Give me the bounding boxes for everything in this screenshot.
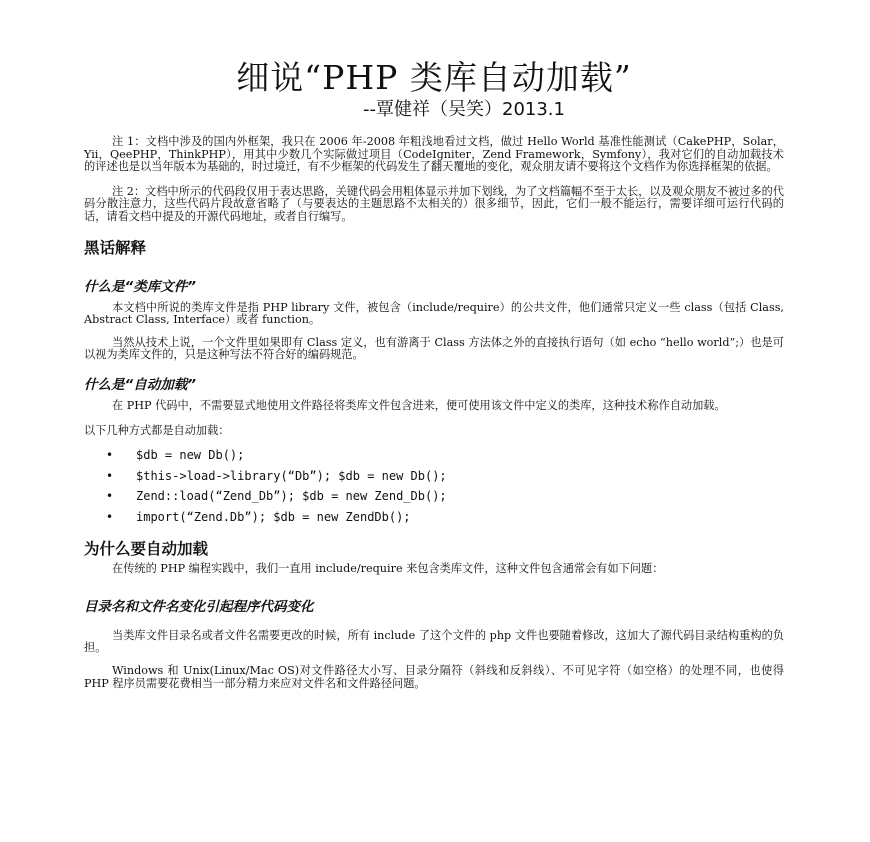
code-example: $db = new Db(); [136,448,245,463]
code-example: $this->load->library(“Db”); $db = new Db(); [136,468,447,483]
bullet-icon: • [106,509,114,524]
subheading-path-change: 目录名和文件名变化引起程序代码变化 [84,598,314,615]
paragraph: 在 PHP 代码中，不需要显式地使用文件路径将类库文件包含进来，便可使用该文件中定义的类库，这种技术称作自动加载。 [112,398,726,412]
paragraph: 当然从技术上说，一个文件里如果即有 Class 定义，也有游离于 Class 方法体之外的直接执行语句（如 echo “hello world”;）也是可以视为类库文件的，只是这种写法不符合好的编码规范。 [84,335,784,362]
subheading-autoload: 什么是“自动加载” [84,376,196,393]
list-item [106,466,784,487]
document-author-line: --覃健祥（吴笑）2013.1 [363,99,565,120]
section-heading-jargon: 黑话解释 [84,238,147,257]
paragraph: 在传统的 PHP 编程实践中，我们一直用 include/require 来包含类库文件，这种文件包含通常会有如下问题： [112,562,664,576]
subheading-library-file: 什么是“类库文件” [84,278,196,295]
document-title: 细说“PHP 类库自动加载” [236,58,632,97]
code-example-list [84,445,784,527]
bullet-icon: • [106,489,114,504]
list-intro: 以下几种方式都是自动加载： [84,423,230,437]
code-example: Zend::load(“Zend_Db”); $db = new Zend_Db(); [136,489,447,504]
list-item [106,507,784,528]
note-2: 注 2：文档中所示的代码段仅用于表达思路，关键代码会用粗体显示并加下划线，为了文档篇幅不至于太长，以及观众朋友不被过多的代码分散注意力，这些代码片段故意省略了（与要表达的主题思路不太相关的）很多细节，因此，它们一般不能运行，需要详细可运行代码的话，请看文档中提及的开源代码地址，或者自行编写。 [84,184,784,223]
paragraph: Windows 和 Unix(Linux/Mac OS)对文件路径大小写、目录分隔符（斜线和反斜线）、不可见字符（如空格）的处理不同，也使得 PHP 程序员需要花费相当一部分精力来应对文件名和文件路径问题。 [84,663,784,690]
list-item [106,486,784,507]
bullet-icon: • [106,468,114,483]
section-heading-why-autoload: 为什么要自动加载 [84,540,209,559]
note-1: 注 1：文档中涉及的国内外框架，我只在 2006 年-2008 年粗浅地看过文档，做过 Hello World 基准性能测试（CakePHP，Solar，Yii，QeePHP，ThinkPHP），用其中少数几个实际做过项目（CodeIgniter，Zend Framework，Symfony），我对它们的自动加载技术的评述也是以当年版本为基础的，时过境迁，有不少框架的代码发生了翻天覆地的变化，观众朋友请不要将这个文档作为你选择框架的依据。 [84,135,784,174]
paragraph: 当类库文件目录名或者文件名需要更改的时候，所有 include 了这个文件的 php 文件也要随着修改，这加大了源代码目录结构重构的负担。 [84,628,784,655]
bullet-icon: • [106,448,114,463]
code-example: import(“Zend.Db”); $db = new ZendDb(); [136,509,411,524]
list-item [106,445,784,466]
paragraph: 本文档中所说的类库文件是指 PHP library 文件，被包含（include/require）的公共文件，他们通常只定义一些 class（包括 Class, Abstract Class, Interface）或者 function。 [84,300,784,327]
